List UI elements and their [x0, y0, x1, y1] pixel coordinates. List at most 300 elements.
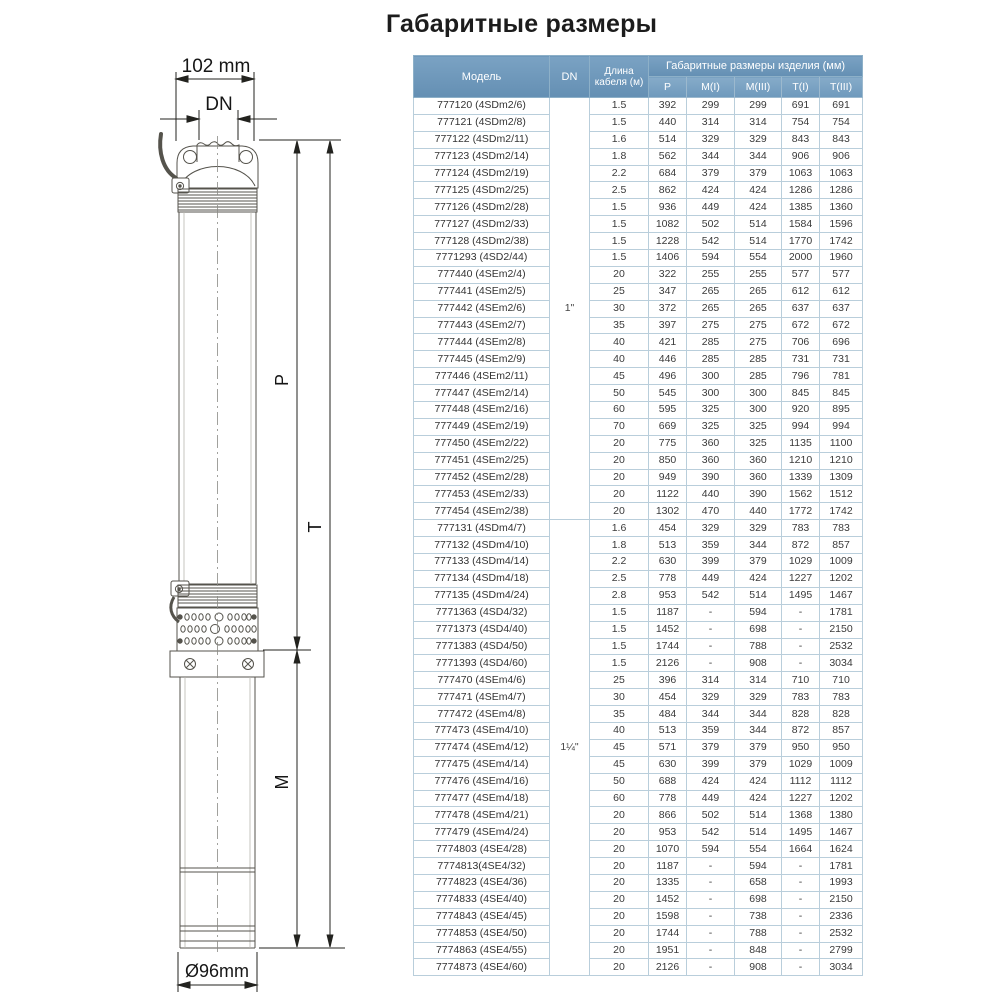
dim-mi-cell: 360: [687, 452, 735, 469]
dim-p-cell: 347: [649, 283, 687, 300]
cable-length-cell: 1.5: [590, 98, 649, 115]
dim-tiii-cell: 845: [820, 385, 863, 402]
model-cell: 777479 (4SEm4/24): [414, 824, 550, 841]
pump-dimension-diagram: [130, 50, 360, 1000]
cable-length-cell: 50: [590, 773, 649, 790]
dim-mi-cell: 329: [687, 520, 735, 537]
dim-p-cell: 372: [649, 300, 687, 317]
dim-p-cell: 688: [649, 773, 687, 790]
dim-ti-cell: 1286: [782, 182, 820, 199]
cable-length-cell: 1.5: [590, 233, 649, 250]
dim-tiii-cell: 781: [820, 368, 863, 385]
dim-p-cell: 862: [649, 182, 687, 199]
dim-tiii-cell: 1063: [820, 165, 863, 182]
cable-length-cell: 2.8: [590, 587, 649, 604]
dim-ti-cell: 1063: [782, 165, 820, 182]
table-row: [414, 739, 863, 756]
model-cell: 777447 (4SEm2/14): [414, 385, 550, 402]
dim-p-cell: 775: [649, 435, 687, 452]
dim-miii-cell: 344: [735, 722, 782, 739]
table-row: [414, 874, 863, 891]
model-cell: 777124 (4SDm2/19): [414, 165, 550, 182]
dim-mi-cell: -: [687, 942, 735, 959]
table-row: [414, 334, 863, 351]
dim-tiii-cell: 857: [820, 722, 863, 739]
dim-p-cell: 850: [649, 452, 687, 469]
dim-tiii-cell: 1960: [820, 250, 863, 267]
dim-miii-cell: 325: [735, 418, 782, 435]
dim-mi-cell: 265: [687, 300, 735, 317]
dim-miii-cell: 554: [735, 841, 782, 858]
table-row: [414, 283, 863, 300]
dim-ti-cell: -: [782, 874, 820, 891]
dim-mi-cell: 449: [687, 790, 735, 807]
dim-label-width-top: 102 mm: [181, 56, 251, 77]
header-dimensions-group: Габаритные размеры изделия (мм): [649, 56, 863, 77]
model-cell: 777449 (4SEm2/19): [414, 418, 550, 435]
dim-tiii-cell: 1596: [820, 216, 863, 233]
cable-length-cell: 2.2: [590, 554, 649, 571]
dim-p-cell: 953: [649, 587, 687, 604]
table-row: [414, 858, 863, 875]
cable-length-cell: 20: [590, 824, 649, 841]
dim-p-cell: 1744: [649, 925, 687, 942]
dim-p-cell: 1122: [649, 486, 687, 503]
dim-mi-cell: 542: [687, 587, 735, 604]
dim-mi-cell: 399: [687, 554, 735, 571]
dim-ti-cell: 950: [782, 739, 820, 756]
dim-miii-cell: 788: [735, 638, 782, 655]
cable-length-cell: 60: [590, 790, 649, 807]
cable-length-cell: 1.6: [590, 520, 649, 537]
cable-length-cell: 1.5: [590, 621, 649, 638]
dim-mi-cell: -: [687, 925, 735, 942]
table-row: [414, 300, 863, 317]
dim-miii-cell: 658: [735, 874, 782, 891]
dim-miii-cell: 285: [735, 351, 782, 368]
dim-p-cell: 684: [649, 165, 687, 182]
dim-miii-cell: 698: [735, 621, 782, 638]
dim-p-cell: 396: [649, 672, 687, 689]
model-cell: 7774803 (4SE4/28): [414, 841, 550, 858]
dim-ti-cell: 872: [782, 537, 820, 554]
dimensions-table: [413, 55, 863, 976]
dim-mi-cell: 285: [687, 351, 735, 368]
dim-p-cell: 392: [649, 98, 687, 115]
dim-tiii-cell: 1781: [820, 604, 863, 621]
dim-ti-cell: 672: [782, 317, 820, 334]
dim-miii-cell: 379: [735, 739, 782, 756]
dim-ti-cell: -: [782, 925, 820, 942]
table-row: [414, 570, 863, 587]
model-cell: 777452 (4SEm2/28): [414, 469, 550, 486]
dim-tiii-cell: 672: [820, 317, 863, 334]
model-cell: 7774823 (4SE4/36): [414, 874, 550, 891]
model-cell: 777477 (4SEm4/18): [414, 790, 550, 807]
dim-miii-cell: 314: [735, 114, 782, 131]
dim-tiii-cell: 3034: [820, 655, 863, 672]
model-cell: 777125 (4SDm2/25): [414, 182, 550, 199]
cable-length-cell: 1.5: [590, 250, 649, 267]
dim-ti-cell: 1664: [782, 841, 820, 858]
dim-miii-cell: 344: [735, 537, 782, 554]
dim-p-cell: 514: [649, 131, 687, 148]
dim-mi-cell: 424: [687, 773, 735, 790]
dim-p-cell: 953: [649, 824, 687, 841]
power-cable: [160, 134, 176, 178]
dim-mi-cell: 329: [687, 689, 735, 706]
dim-tiii-cell: 895: [820, 402, 863, 419]
dim-miii-cell: 329: [735, 131, 782, 148]
table-row: [414, 114, 863, 131]
dim-ti-cell: 577: [782, 266, 820, 283]
dim-tiii-cell: 857: [820, 537, 863, 554]
dim-miii-cell: 424: [735, 199, 782, 216]
dim-p-cell: 484: [649, 706, 687, 723]
dim-mi-cell: 502: [687, 807, 735, 824]
model-cell: 7771363 (4SD4/32): [414, 604, 550, 621]
model-cell: 777126 (4SDm2/28): [414, 199, 550, 216]
header-ti: T(I): [782, 77, 820, 98]
dim-p-cell: 1598: [649, 908, 687, 925]
dim-miii-cell: 300: [735, 385, 782, 402]
dim-miii-cell: 738: [735, 908, 782, 925]
model-cell: 777443 (4SEm2/7): [414, 317, 550, 334]
dim-label-p: P: [272, 373, 292, 387]
cable-length-cell: 1.8: [590, 537, 649, 554]
model-cell: 7771383 (4SD4/50): [414, 638, 550, 655]
dim-mi-cell: 344: [687, 148, 735, 165]
model-cell: 7774813(4SE4/32): [414, 858, 550, 875]
table-row: [414, 435, 863, 452]
cable-length-cell: 20: [590, 469, 649, 486]
table-row: [414, 469, 863, 486]
dim-ti-cell: 1495: [782, 587, 820, 604]
model-cell: 777451 (4SEm2/25): [414, 452, 550, 469]
dim-miii-cell: 344: [735, 148, 782, 165]
dim-miii-cell: 424: [735, 182, 782, 199]
model-cell: 777120 (4SDm2/6): [414, 98, 550, 115]
dim-mi-cell: 379: [687, 165, 735, 182]
cable-length-cell: 30: [590, 300, 649, 317]
dim-mi-cell: 329: [687, 131, 735, 148]
model-cell: 777133 (4SDm4/14): [414, 554, 550, 571]
dim-ti-cell: -: [782, 959, 820, 976]
cable-length-cell: 20: [590, 841, 649, 858]
dim-tiii-cell: 1202: [820, 570, 863, 587]
dim-tiii-cell: 1210: [820, 452, 863, 469]
dim-miii-cell: 265: [735, 300, 782, 317]
cable-length-cell: 20: [590, 908, 649, 925]
dim-tiii-cell: 783: [820, 689, 863, 706]
dim-ti-cell: 1210: [782, 452, 820, 469]
screen-holes: [178, 613, 256, 645]
dim-p-cell: 1228: [649, 233, 687, 250]
table-row: [414, 216, 863, 233]
table-row: [414, 790, 863, 807]
dim-p-cell: 1187: [649, 604, 687, 621]
table-row: [414, 756, 863, 773]
band-screws: [185, 659, 254, 670]
table-row: [414, 942, 863, 959]
cable-length-cell: 1.5: [590, 114, 649, 131]
header-cable-length: Длина кабеля (м): [590, 56, 649, 98]
dim-mi-cell: 360: [687, 435, 735, 452]
model-cell: 777453 (4SEm2/33): [414, 486, 550, 503]
dim-label-diameter: Ø96mm: [184, 961, 250, 981]
dim-p-cell: 936: [649, 199, 687, 216]
cable-length-cell: 45: [590, 756, 649, 773]
dim-mi-cell: 300: [687, 368, 735, 385]
table-row: [414, 182, 863, 199]
dim-mi-cell: 542: [687, 824, 735, 841]
dim-ti-cell: 1772: [782, 503, 820, 520]
cable-length-cell: 45: [590, 739, 649, 756]
table-row: [414, 452, 863, 469]
dim-p-cell: 1335: [649, 874, 687, 891]
dim-miii-cell: 698: [735, 891, 782, 908]
cable-length-cell: 1.5: [590, 216, 649, 233]
table-row: [414, 520, 863, 537]
cable-length-cell: 25: [590, 283, 649, 300]
dim-mi-cell: 265: [687, 283, 735, 300]
table-row: [414, 368, 863, 385]
dim-tiii-cell: 1512: [820, 486, 863, 503]
dim-tiii-cell: 1380: [820, 807, 863, 824]
dim-miii-cell: 379: [735, 554, 782, 571]
dim-miii-cell: 514: [735, 824, 782, 841]
model-cell: 777127 (4SDm2/33): [414, 216, 550, 233]
model-cell: 777475 (4SEm4/14): [414, 756, 550, 773]
dim-p-cell: 1302: [649, 503, 687, 520]
dim-ti-cell: 1112: [782, 773, 820, 790]
model-cell: 777441 (4SEm2/5): [414, 283, 550, 300]
dim-ti-cell: -: [782, 655, 820, 672]
dim-ti-cell: 754: [782, 114, 820, 131]
dim-tiii-cell: 612: [820, 283, 863, 300]
table-row: [414, 317, 863, 334]
header-model: Модель: [414, 56, 550, 98]
table-row: [414, 773, 863, 790]
dim-mi-cell: 255: [687, 266, 735, 283]
cable-length-cell: 20: [590, 891, 649, 908]
cable-length-cell: 35: [590, 317, 649, 334]
dim-mi-cell: -: [687, 858, 735, 875]
dim-mi-cell: 502: [687, 216, 735, 233]
table-row: [414, 807, 863, 824]
dim-tiii-cell: 1624: [820, 841, 863, 858]
table-body: [414, 98, 863, 976]
dim-p-cell: 1406: [649, 250, 687, 267]
model-cell: 777445 (4SEm2/9): [414, 351, 550, 368]
dim-ti-cell: 1562: [782, 486, 820, 503]
dim-tiii-cell: 1202: [820, 790, 863, 807]
dim-mi-cell: 300: [687, 385, 735, 402]
cable-length-cell: 30: [590, 689, 649, 706]
dim-label-t: T: [305, 521, 325, 533]
cable-length-cell: 45: [590, 368, 649, 385]
header-p: P: [649, 77, 687, 98]
model-cell: 777478 (4SEm4/21): [414, 807, 550, 824]
dim-mi-cell: 359: [687, 537, 735, 554]
dim-p-cell: 595: [649, 402, 687, 419]
dim-tiii-cell: 1309: [820, 469, 863, 486]
model-cell: 7774853 (4SE4/50): [414, 925, 550, 942]
dim-tiii-cell: 1742: [820, 233, 863, 250]
model-cell: 777131 (4SDm4/7): [414, 520, 550, 537]
dim-mi-cell: 314: [687, 114, 735, 131]
dim-miii-cell: 379: [735, 756, 782, 773]
dim-p-cell: 1452: [649, 621, 687, 638]
cable-length-cell: 25: [590, 672, 649, 689]
dim-mi-cell: 424: [687, 182, 735, 199]
page-title: Габаритные размеры: [386, 10, 658, 38]
dim-ti-cell: 706: [782, 334, 820, 351]
dim-ti-cell: 710: [782, 672, 820, 689]
dim-miii-cell: 424: [735, 790, 782, 807]
model-cell: 777470 (4SEm4/6): [414, 672, 550, 689]
dim-ti-cell: 1495: [782, 824, 820, 841]
dim-mi-cell: -: [687, 874, 735, 891]
dim-tiii-cell: 1360: [820, 199, 863, 216]
dim-tiii-cell: 754: [820, 114, 863, 131]
dim-ti-cell: 872: [782, 722, 820, 739]
dim-mi-cell: 449: [687, 199, 735, 216]
dim-ti-cell: 1368: [782, 807, 820, 824]
dim-p-cell: 630: [649, 756, 687, 773]
dim-label-m: M: [272, 774, 292, 790]
table-row: [414, 351, 863, 368]
cable-length-cell: 1.5: [590, 604, 649, 621]
header-mi: M(I): [687, 77, 735, 98]
dim-ti-cell: 1227: [782, 790, 820, 807]
dim-ti-cell: 906: [782, 148, 820, 165]
dim-ti-cell: -: [782, 638, 820, 655]
dim-miii-cell: 314: [735, 672, 782, 689]
model-cell: 777473 (4SEm4/10): [414, 722, 550, 739]
model-cell: 777472 (4SEm4/8): [414, 706, 550, 723]
table-row: [414, 689, 863, 706]
dim-mi-cell: 325: [687, 402, 735, 419]
dim-mi-cell: 275: [687, 317, 735, 334]
dim-p-cell: 1082: [649, 216, 687, 233]
dim-ti-cell: 1385: [782, 199, 820, 216]
dim-ti-cell: 731: [782, 351, 820, 368]
dim-tiii-cell: 710: [820, 672, 863, 689]
dim-mi-cell: -: [687, 604, 735, 621]
dim-tiii-cell: 1286: [820, 182, 863, 199]
dim-ti-cell: 1135: [782, 435, 820, 452]
dim-ti-cell: 612: [782, 283, 820, 300]
model-cell: 777444 (4SEm2/8): [414, 334, 550, 351]
dim-miii-cell: 285: [735, 368, 782, 385]
dim-p-cell: 446: [649, 351, 687, 368]
dim-tiii-cell: 1742: [820, 503, 863, 520]
dim-miii-cell: 594: [735, 858, 782, 875]
dim-p-cell: 562: [649, 148, 687, 165]
table-row: [414, 638, 863, 655]
cable-length-cell: 20: [590, 874, 649, 891]
dim-tiii-cell: 906: [820, 148, 863, 165]
dim-tiii-cell: 994: [820, 418, 863, 435]
dim-miii-cell: 514: [735, 587, 782, 604]
dim-mi-cell: 542: [687, 233, 735, 250]
dim-ti-cell: 1339: [782, 469, 820, 486]
dim-miii-cell: 554: [735, 250, 782, 267]
dim-mi-cell: 594: [687, 250, 735, 267]
dim-miii-cell: 275: [735, 334, 782, 351]
dim-p-cell: 397: [649, 317, 687, 334]
dim-mi-cell: -: [687, 638, 735, 655]
model-cell: 777471 (4SEm4/7): [414, 689, 550, 706]
dim-p-cell: 630: [649, 554, 687, 571]
dn-cell: 1": [550, 98, 590, 520]
cable-length-cell: 50: [590, 385, 649, 402]
dim-mi-cell: 325: [687, 418, 735, 435]
model-cell: 777476 (4SEm4/16): [414, 773, 550, 790]
dim-miii-cell: 424: [735, 773, 782, 790]
dim-miii-cell: 908: [735, 959, 782, 976]
dim-tiii-cell: 950: [820, 739, 863, 756]
cable-length-cell: 20: [590, 435, 649, 452]
table-row: [414, 621, 863, 638]
model-cell: 777128 (4SDm2/38): [414, 233, 550, 250]
dim-p-cell: 1744: [649, 638, 687, 655]
dim-p-cell: 949: [649, 469, 687, 486]
table-row: [414, 148, 863, 165]
dim-ti-cell: 783: [782, 689, 820, 706]
dim-miii-cell: 325: [735, 435, 782, 452]
dim-miii-cell: 299: [735, 98, 782, 115]
dim-ti-cell: 843: [782, 131, 820, 148]
dim-miii-cell: 424: [735, 570, 782, 587]
model-cell: 777446 (4SEm2/11): [414, 368, 550, 385]
dim-p-cell: 454: [649, 520, 687, 537]
table-row: [414, 199, 863, 216]
dim-tiii-cell: 2150: [820, 621, 863, 638]
table-row: [414, 672, 863, 689]
dim-miii-cell: 514: [735, 807, 782, 824]
model-cell: 777132 (4SDm4/10): [414, 537, 550, 554]
dim-p-cell: 513: [649, 537, 687, 554]
table-row: [414, 655, 863, 672]
cable-length-cell: 1.5: [590, 638, 649, 655]
dim-p-cell: 322: [649, 266, 687, 283]
dim-p-cell: 496: [649, 368, 687, 385]
dim-ti-cell: 691: [782, 98, 820, 115]
dim-p-cell: 1452: [649, 891, 687, 908]
head-bolt-hole-right: [240, 151, 253, 164]
dim-miii-cell: 908: [735, 655, 782, 672]
dim-miii-cell: 329: [735, 520, 782, 537]
dim-miii-cell: 329: [735, 689, 782, 706]
dim-ti-cell: 783: [782, 520, 820, 537]
dim-p-cell: 2126: [649, 959, 687, 976]
cable-length-cell: 2.2: [590, 165, 649, 182]
table-row: [414, 925, 863, 942]
dim-p-cell: 778: [649, 790, 687, 807]
dim-p-cell: 513: [649, 722, 687, 739]
dim-ti-cell: 828: [782, 706, 820, 723]
dim-mi-cell: 285: [687, 334, 735, 351]
dim-mi-cell: 299: [687, 98, 735, 115]
dim-ti-cell: 994: [782, 418, 820, 435]
dim-tiii-cell: 1009: [820, 554, 863, 571]
cable-length-cell: 20: [590, 858, 649, 875]
head-bolt-hole-left: [184, 151, 197, 164]
table-row: [414, 165, 863, 182]
dim-tiii-cell: 843: [820, 131, 863, 148]
